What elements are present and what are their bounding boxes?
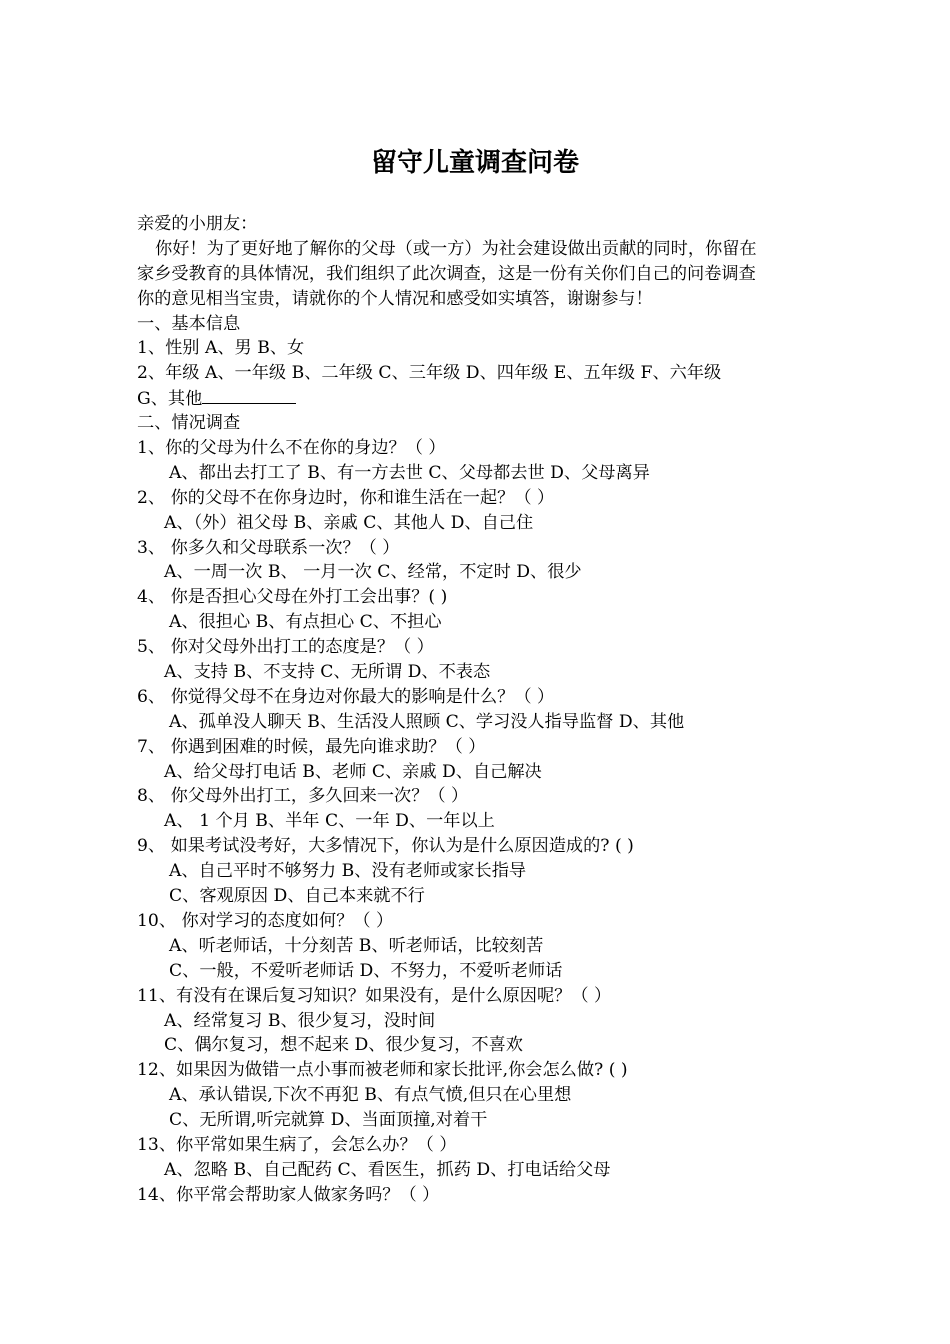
question-options: A、一周一次 B、 一月一次 C、经常，不定时 D、很少 (164, 562, 582, 583)
intro-line: 你的意见相当宝贵，请就你的个人情况和感受如实填答，谢谢参与！ (137, 288, 653, 309)
section-heading: 二、情况调查 (137, 413, 241, 434)
question-text: 10、 你对学习的态度如何？（ ） (137, 910, 394, 931)
question-options: A、听老师话，十分刻苦 B、听老师话，比较刻苦 (169, 935, 544, 956)
question-options: C、一般，不爱听老师话 D、不努力，不爱听老师话 (169, 960, 563, 981)
intro-line: 你好！为了更好地了解你的父母（或一方）为社会建设做出贡献的同时，你留在 (155, 238, 757, 259)
question-text: 1、你的父母为什么不在你的身边？（ ） (137, 438, 446, 459)
question-text: 3、 你多久和父母联系一次？（ ） (137, 537, 400, 558)
question-options: A、经常复习 B、很少复习，没时间 (164, 1010, 436, 1031)
question-options: A、（外）祖父母 B、亲戚 C、其他人 D、自己住 (164, 512, 534, 533)
intro-line: 家乡受教育的具体情况，我们组织了此次调查，这是一份有关你们自己的问卷调查 (137, 263, 756, 284)
question-text: 14、你平常会帮助家人做家务吗？（ ） (137, 1184, 440, 1205)
question-options: A、很担心 B、有点担心 C、不担心 (169, 612, 442, 633)
question-text: 5、 你对父母外出打工的态度是？（ ） (137, 637, 434, 658)
question-options: A、 1 个月 B、半年 C、一年 D、一年以上 (164, 811, 495, 832)
question-text: 13、你平常如果生病了，会怎么办？（ ） (137, 1134, 457, 1155)
grade-other-label: G、其他 (137, 389, 203, 410)
question-text: 9、 如果考试没考好，大多情况下，你认为是什么原因造成的? ( ) (137, 836, 634, 857)
section-heading: 一、基本信息 (137, 313, 241, 334)
question-options: A、孤单没人聊天 B、生活没人照顾 C、学习没人指导监督 D、其他 (169, 711, 685, 732)
question-text: 7、 你遇到困难的时候，最先向谁求助？（ ） (137, 736, 486, 757)
question-text: 12、如果因为做错一点小事而被老师和家长批评,你会怎么做? ( ) (137, 1060, 628, 1081)
question-options: C、偶尔复习，想不起来 D、很少复习，不喜欢 (164, 1035, 523, 1056)
grade-other-option (137, 386, 827, 411)
question-options: A、给父母打电话 B、老师 C、亲戚 D、自己解决 (164, 761, 542, 782)
question-options: A、承认错误,下次不再犯 B、有点气愤,但只在心里想 (169, 1085, 572, 1106)
question-options: C、无所谓,听完就算 D、当面顶撞,对着干 (169, 1110, 488, 1131)
fill-in-blank[interactable] (202, 386, 296, 404)
question-options: A、自己平时不够努力 B、没有老师或家长指导 (169, 861, 527, 882)
question-text: 11、有没有在课后复习知识？如果没有，是什么原因呢？（ ） (137, 985, 612, 1006)
question-grade: 2、年级 A、一年级 B、二年级 C、三年级 D、四年级 E、五年级 F、六年级 (137, 363, 722, 384)
question-text: 8、 你父母外出打工，多久回来一次？（ ） (137, 786, 469, 807)
question-options: A、都出去打工了 B、有一方去世 C、父母都去世 D、父母离异 (169, 462, 650, 483)
greeting: 亲爱的小朋友： (137, 214, 258, 234)
questionnaire-body (137, 212, 827, 1208)
question-text: 4、 你是否担心父母在外打工会出事？( ) (137, 587, 448, 608)
question-gender: 1、性别 A、男 B、女 (137, 338, 305, 359)
question-text: 2、 你的父母不在你身边时，你和谁生活在一起？（ ） (137, 487, 555, 508)
page-title: 留守儿童调查问卷 (370, 148, 579, 178)
question-options: A、忽略 B、自己配药 C、看医生，抓药 D、打电话给父母 (164, 1159, 611, 1180)
question-options: C、客观原因 D、自己本来就不行 (169, 886, 425, 907)
question-options: A、支持 B、不支持 C、无所谓 D、不表态 (164, 662, 491, 683)
question-text: 6、 你觉得父母不在身边对你最大的影响是什么？（ ） (137, 686, 555, 707)
